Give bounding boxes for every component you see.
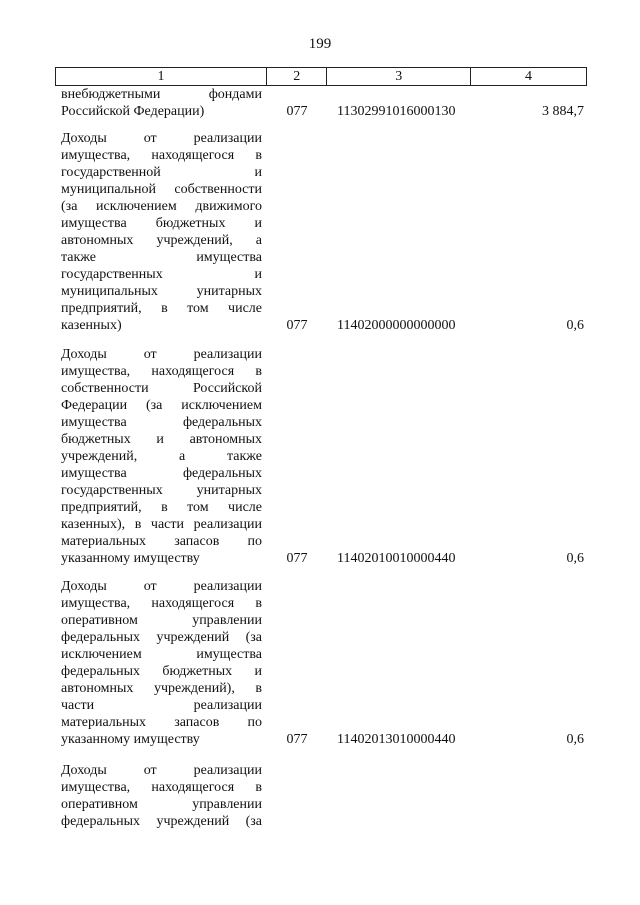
row-description bbox=[61, 578, 262, 748]
description-line: указанному имуществу bbox=[61, 551, 200, 566]
description-line: Федерации (за исключением bbox=[61, 398, 262, 413]
description-line: государственных и bbox=[61, 267, 262, 282]
description-line: предприятий, в том числе bbox=[61, 301, 262, 316]
row-code-kbk: 11402010010000440 bbox=[337, 551, 456, 566]
description-line: автономных учреждений), в bbox=[61, 681, 262, 696]
description-line: казенных) bbox=[61, 318, 122, 333]
description-line: имущества, находящегося в bbox=[61, 780, 262, 795]
table-header bbox=[55, 67, 587, 86]
description-line: оперативном управлении bbox=[61, 613, 262, 628]
description-line: государственной и bbox=[61, 165, 262, 180]
header-col-1: 1 bbox=[56, 68, 267, 86]
row-code-admin: 077 bbox=[286, 318, 308, 333]
description-line: федеральных учреждений (за bbox=[61, 814, 262, 829]
row-code-kbk: 11402000000000000 bbox=[337, 318, 456, 333]
description-line: Доходы от реализации bbox=[61, 347, 262, 362]
row-code-kbk: 11402013010000440 bbox=[337, 732, 456, 747]
description-line: также имущества bbox=[61, 250, 262, 265]
description-line: бюджетных и автономных bbox=[61, 432, 262, 447]
row-code-kbk: 11302991016000130 bbox=[337, 104, 456, 119]
description-line: федеральных учреждений (за bbox=[61, 630, 262, 645]
row-description bbox=[61, 346, 262, 567]
description-line: учреждений, а также bbox=[61, 449, 262, 464]
page-number: 199 bbox=[308, 36, 332, 52]
row-amount: 0,6 bbox=[566, 732, 584, 747]
row-amount: 3 884,7 bbox=[542, 104, 584, 119]
row-code-admin: 077 bbox=[286, 551, 308, 566]
description-line: Российской Федерации) bbox=[61, 104, 205, 119]
description-line: Доходы от реализации bbox=[61, 763, 262, 778]
description-line: материальных запасов по bbox=[61, 715, 262, 730]
description-line: государственных унитарных bbox=[61, 483, 262, 498]
row-description bbox=[61, 762, 262, 830]
description-line: имущества, находящегося в bbox=[61, 596, 262, 611]
description-line: исключением имущества bbox=[61, 647, 262, 662]
description-line: внебюджетными фондами bbox=[61, 87, 262, 102]
row-code-admin: 077 bbox=[286, 732, 308, 747]
header-col-2: 2 bbox=[266, 68, 326, 86]
description-line: имущества, находящегося в bbox=[61, 148, 262, 163]
description-line: муниципальных унитарных bbox=[61, 284, 262, 299]
description-line: Доходы от реализации bbox=[61, 131, 262, 146]
header-col-4: 4 bbox=[471, 68, 587, 86]
row-amount: 0,6 bbox=[566, 318, 584, 333]
description-line: имущества, находящегося в bbox=[61, 364, 262, 379]
description-line: автономных учреждений, а bbox=[61, 233, 262, 248]
description-line: материальных запасов по bbox=[61, 534, 262, 549]
description-line: муниципальной собственности bbox=[61, 182, 262, 197]
description-line: предприятий, в том числе bbox=[61, 500, 262, 515]
row-amount: 0,6 bbox=[566, 551, 584, 566]
row-description bbox=[61, 130, 262, 334]
description-line: Доходы от реализации bbox=[61, 579, 262, 594]
description-line: собственности Российской bbox=[61, 381, 262, 396]
row-description bbox=[61, 86, 262, 120]
header-col-3: 3 bbox=[327, 68, 471, 86]
description-line: имущества федеральных bbox=[61, 466, 262, 481]
description-line: указанному имуществу bbox=[61, 732, 200, 747]
description-line: имущества федеральных bbox=[61, 415, 262, 430]
description-line: (за исключением движимого bbox=[61, 199, 262, 214]
description-line: оперативном управлении bbox=[61, 797, 262, 812]
row-code-admin: 077 bbox=[286, 104, 308, 119]
description-line: имущества бюджетных и bbox=[61, 216, 262, 231]
description-line: части реализации bbox=[61, 698, 262, 713]
description-line: казенных), в части реализации bbox=[61, 517, 262, 532]
description-line: федеральных бюджетных и bbox=[61, 664, 262, 679]
